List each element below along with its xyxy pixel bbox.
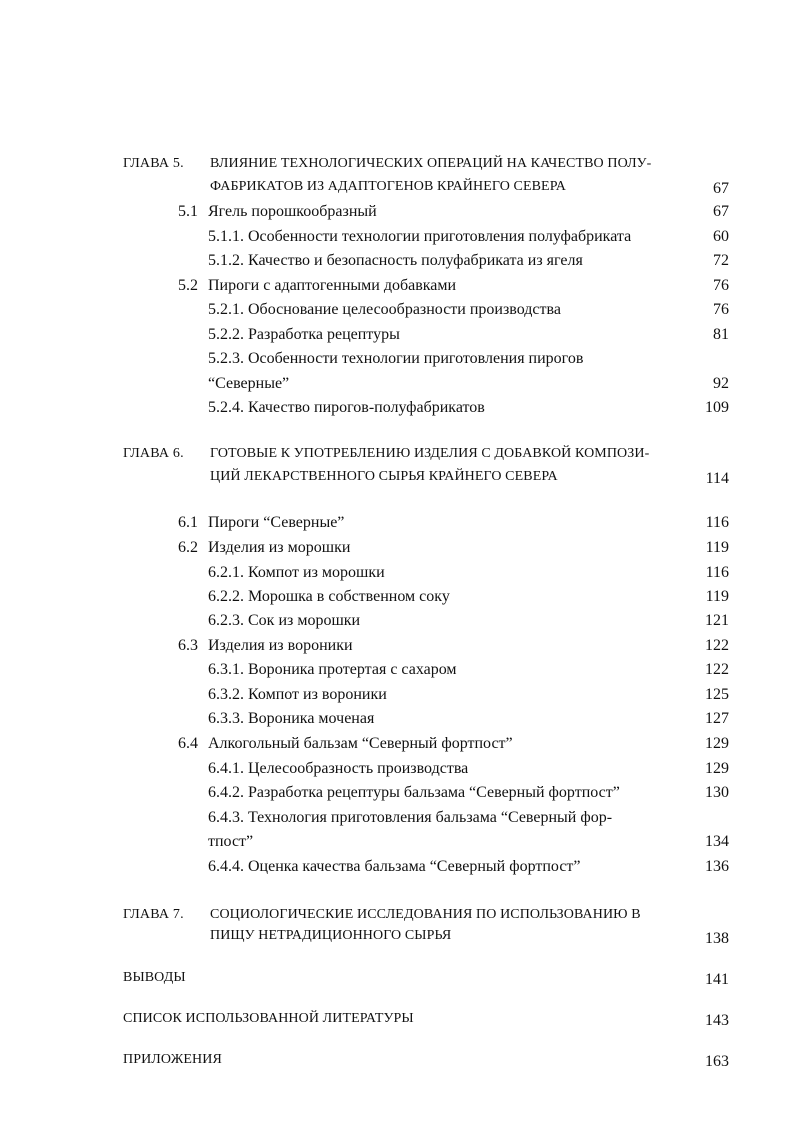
page-number: 134 — [705, 833, 729, 850]
toc-subsection-6-4-3-cont — [0, 832, 793, 856]
section-title: Изделия из морошки — [208, 539, 351, 556]
toc-subsection-6-4-2[interactable] — [0, 783, 793, 807]
section-title: Ягель порошкообразный — [208, 203, 377, 220]
page-number: 109 — [705, 399, 729, 416]
page-number: 76 — [713, 277, 729, 294]
toc-subsection-6-4-1[interactable] — [0, 759, 793, 783]
page-number: 122 — [705, 661, 729, 678]
section-number: 6.3 — [178, 637, 198, 654]
subsection-title: 6.4.2. Разработка рецептуры бальзама “Северный фортпост” — [208, 784, 620, 801]
subsection-title: 5.1.1. Особенности технологии приготовления полуфабриката — [208, 228, 632, 245]
page-number: 60 — [713, 228, 729, 245]
subsection-title: 6.4.1. Целесообразность производства — [208, 760, 469, 777]
page-number: 116 — [705, 514, 729, 531]
subsection-title: 5.2.1. Обоснование целесообразности производства — [208, 301, 561, 318]
toc-subsection-6-2-2[interactable] — [0, 587, 793, 611]
toc-subsection-6-2-3[interactable] — [0, 611, 793, 635]
page-number: 81 — [713, 326, 729, 343]
toc-subsection-5-2-1[interactable] — [0, 300, 793, 324]
toc-subsection-6-3-1[interactable] — [0, 660, 793, 684]
page-number: 72 — [713, 252, 729, 269]
toc-section-5-2[interactable] — [0, 276, 793, 300]
toc-chapter-5-cont — [0, 177, 793, 201]
toc-subsection-6-2-1[interactable] — [0, 563, 793, 587]
subsection-title: 6.4.4. Оценка качества бальзама “Северный фортпост” — [208, 858, 581, 875]
page-number: 122 — [705, 637, 729, 654]
page-number: 92 — [713, 375, 729, 392]
conclusions-title: ВЫВОДЫ — [123, 970, 186, 985]
page-number: 119 — [705, 588, 729, 605]
page-number: 116 — [705, 564, 729, 581]
section-title: Изделия из вороники — [208, 637, 353, 654]
toc-subsection-5-2-4[interactable] — [0, 398, 793, 422]
page-number: 67 — [713, 203, 729, 220]
chapter-label: ГЛАВА 5. — [123, 156, 184, 171]
toc-appendices[interactable] — [0, 1050, 793, 1074]
subsection-title: 5.2.2. Разработка рецептуры — [208, 326, 400, 343]
section-number: 5.2 — [178, 277, 198, 294]
toc-subsection-5-2-3[interactable] — [0, 349, 793, 373]
chapter-title: СОЦИОЛОГИЧЕСКИЕ ИССЛЕДОВАНИЯ ПО ИСПОЛЬЗОВАНИЮ В — [210, 907, 641, 922]
page-number: 76 — [713, 301, 729, 318]
section-title: Пироги с адаптогенными добавками — [208, 277, 457, 294]
page-number: 136 — [705, 858, 729, 875]
toc-subsection-6-3-3[interactable] — [0, 709, 793, 733]
subsection-title: 6.3.1. Вороника протертая с сахаром — [208, 661, 457, 678]
chapter-title-cont: ПИЩУ НЕТРАДИЦИОННОГО СЫРЬЯ — [210, 928, 452, 943]
page-number: 67 — [713, 180, 729, 197]
subsection-title-cont: “Северные” — [208, 375, 290, 392]
page-number: 129 — [705, 735, 729, 752]
section-number: 6.4 — [178, 735, 198, 752]
toc-subsection-5-1-1[interactable] — [0, 227, 793, 251]
section-number: 6.2 — [178, 539, 198, 556]
page-number: 143 — [705, 1012, 729, 1029]
chapter-title: ВЛИЯНИЕ ТЕХНОЛОГИЧЕСКИХ ОПЕРАЦИЙ НА КАЧЕСТВО ПОЛУ- — [210, 156, 652, 171]
subsection-title: 5.2.3. Особенности технологии приготовления пирогов — [208, 350, 584, 367]
page-number: 130 — [705, 784, 729, 801]
toc-chapter-6-cont — [0, 467, 793, 491]
toc-subsection-6-4-4[interactable] — [0, 857, 793, 881]
toc-section-5-1[interactable] — [0, 202, 793, 226]
toc-chapter-5[interactable] — [0, 154, 793, 178]
appendices-title: ПРИЛОЖЕНИЯ — [123, 1052, 222, 1067]
subsection-title: 6.2.2. Морошка в собственном соку — [208, 588, 450, 605]
toc-subsection-6-3-2[interactable] — [0, 685, 793, 709]
page-number: 138 — [705, 930, 729, 947]
page-number: 127 — [705, 710, 729, 727]
subsection-title: 6.4.3. Технология приготовления бальзама “Северный фор- — [208, 809, 613, 826]
toc-subsection-5-2-3-cont — [0, 374, 793, 398]
toc-chapter-7-cont — [0, 926, 793, 950]
chapter-label: ГЛАВА 6. — [123, 446, 184, 461]
section-number: 6.1 — [178, 514, 198, 531]
page-number: 129 — [705, 760, 729, 777]
page-number: 141 — [705, 971, 729, 988]
page-number: 119 — [705, 539, 729, 556]
toc-subsection-6-4-3[interactable] — [0, 808, 793, 832]
toc-subsection-5-1-2[interactable] — [0, 251, 793, 275]
section-title: Алкогольный бальзам “Северный фортпост” — [208, 735, 513, 752]
section-number: 5.1 — [178, 203, 198, 220]
toc-chapter-6[interactable] — [0, 444, 793, 468]
page-number: 114 — [705, 470, 729, 487]
section-title: Пироги “Северные” — [208, 514, 345, 531]
toc-subsection-5-2-2[interactable] — [0, 325, 793, 349]
subsection-title: 5.1.2. Качество и безопасность полуфабриката из ягеля — [208, 252, 583, 269]
subsection-title: 6.2.1. Компот из морошки — [208, 564, 385, 581]
toc-references[interactable] — [0, 1009, 793, 1033]
toc-section-6-3[interactable] — [0, 636, 793, 660]
chapter-title: ГОТОВЫЕ К УПОТРЕБЛЕНИЮ ИЗДЕЛИЯ С ДОБАВКОЙ КОМПОЗИ- — [210, 446, 650, 461]
toc-conclusions[interactable] — [0, 968, 793, 992]
page-number: 125 — [705, 686, 729, 703]
subsection-title: 6.3.3. Вороника моченая — [208, 710, 375, 727]
toc-section-6-4[interactable] — [0, 734, 793, 758]
chapter-title-cont: ЦИЙ ЛЕКАРСТВЕННОГО СЫРЬЯ КРАЙНЕГО СЕВЕРА — [210, 469, 558, 484]
subsection-title: 5.2.4. Качество пирогов-полуфабрикатов — [208, 399, 485, 416]
references-title: СПИСОК ИСПОЛЬЗОВАННОЙ ЛИТЕРАТУРЫ — [123, 1011, 414, 1026]
toc-section-6-2[interactable] — [0, 538, 793, 562]
toc-section-6-1[interactable] — [0, 513, 793, 537]
subsection-title-cont: тпост” — [208, 833, 254, 850]
chapter-label: ГЛАВА 7. — [123, 907, 184, 922]
page-number: 121 — [705, 612, 729, 629]
subsection-title: 6.2.3. Сок из морошки — [208, 612, 361, 629]
chapter-title-cont: ФАБРИКАТОВ ИЗ АДАПТОГЕНОВ КРАЙНЕГО СЕВЕРА — [210, 179, 566, 194]
subsection-title: 6.3.2. Компот из вороники — [208, 686, 387, 703]
page-number: 163 — [705, 1053, 729, 1070]
